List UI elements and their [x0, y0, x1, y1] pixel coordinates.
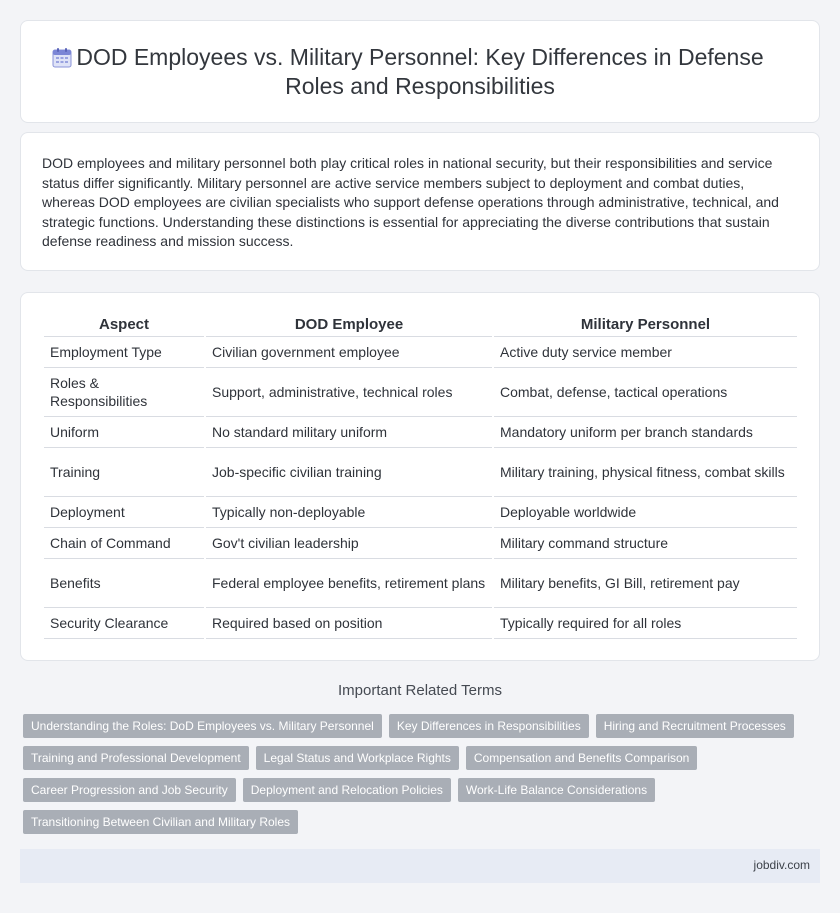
table-row — [44, 497, 797, 528]
table-cell: Uniform — [44, 417, 204, 448]
column-header: Aspect — [44, 315, 204, 337]
related-term-tag[interactable]: Work-Life Balance Considerations — [458, 778, 655, 802]
table-cell: Benefits — [44, 559, 204, 608]
table-cell: Federal employee benefits, retirement plans — [206, 559, 492, 608]
intro-card — [20, 132, 820, 271]
table-cell: Job-specific civilian training — [206, 448, 492, 497]
table-row — [44, 337, 797, 368]
related-term-tag[interactable]: Compensation and Benefits Comparison — [466, 746, 697, 770]
intro-paragraph: DOD employees and military personnel both play critical roles in national security, but their responsibilities and service status differ significantly. Military personnel are active service members subject to deployment and combat duties, whereas DOD employees are civilian specialists who support defense operations through administrative, technical, and strategic functions. Understanding these distinctions is essential for appreciating the diverse contributions that sustain defense readiness and mission success. — [42, 155, 779, 249]
related-term-tag[interactable]: Key Differences in Responsibilities — [389, 714, 589, 738]
table-cell: Combat, defense, tactical operations — [494, 368, 797, 417]
table-cell: Civilian government employee — [206, 337, 492, 368]
table-cell: Chain of Command — [44, 528, 204, 559]
table-row — [44, 559, 797, 608]
table-cell: Military training, physical fitness, combat skills — [494, 448, 797, 497]
table-header-row — [44, 315, 797, 337]
related-term-tag[interactable]: Hiring and Recruitment Processes — [596, 714, 794, 738]
column-header: DOD Employee — [206, 315, 492, 337]
table-row — [44, 608, 797, 639]
comparison-table-card — [20, 292, 820, 661]
title-card — [20, 20, 820, 123]
related-term-tag[interactable]: Training and Professional Development — [23, 746, 249, 770]
comparison-table — [42, 315, 799, 639]
related-terms-heading: Important Related Terms — [338, 682, 502, 699]
table-cell: Mandatory uniform per branch standards — [494, 417, 797, 448]
table-cell: Active duty service member — [494, 337, 797, 368]
table-row — [44, 368, 797, 417]
related-term-tag[interactable]: Career Progression and Job Security — [23, 778, 236, 802]
table-cell: Typically required for all roles — [494, 608, 797, 639]
table-cell: Typically non-deployable — [206, 497, 492, 528]
table-cell: Training — [44, 448, 204, 497]
related-term-tag[interactable]: Legal Status and Workplace Rights — [256, 746, 459, 770]
table-cell: Roles & Responsibilities — [44, 368, 204, 417]
table-cell: Required based on position — [206, 608, 492, 639]
table-cell: Gov't civilian leadership — [206, 528, 492, 559]
related-term-tag[interactable]: Deployment and Relocation Policies — [243, 778, 451, 802]
table-cell: Support, administrative, technical roles — [206, 368, 492, 417]
related-term-tag[interactable]: Understanding the Roles: DoD Employees vs. Military Personnel — [23, 714, 382, 738]
table-cell: Military benefits, GI Bill, retirement pay — [494, 559, 797, 608]
site-link[interactable]: jobdiv.com — [753, 858, 810, 872]
related-terms-list — [23, 714, 803, 834]
table-cell: No standard military uniform — [206, 417, 492, 448]
table-cell: Military command structure — [494, 528, 797, 559]
related-term-tag[interactable]: Transitioning Between Civilian and Military Roles — [23, 810, 298, 834]
table-row — [44, 528, 797, 559]
table-row — [44, 417, 797, 448]
table-cell: Employment Type — [44, 337, 204, 368]
footer — [20, 849, 820, 883]
table-cell: Deployable worldwide — [494, 497, 797, 528]
page-title: DOD Employees vs. Military Personnel: Key Differences in Defense Roles and Responsibilities — [76, 44, 764, 99]
column-header: Military Personnel — [494, 315, 797, 337]
table-cell: Deployment — [44, 497, 204, 528]
table-cell: Security Clearance — [44, 608, 204, 639]
table-row — [44, 448, 797, 497]
